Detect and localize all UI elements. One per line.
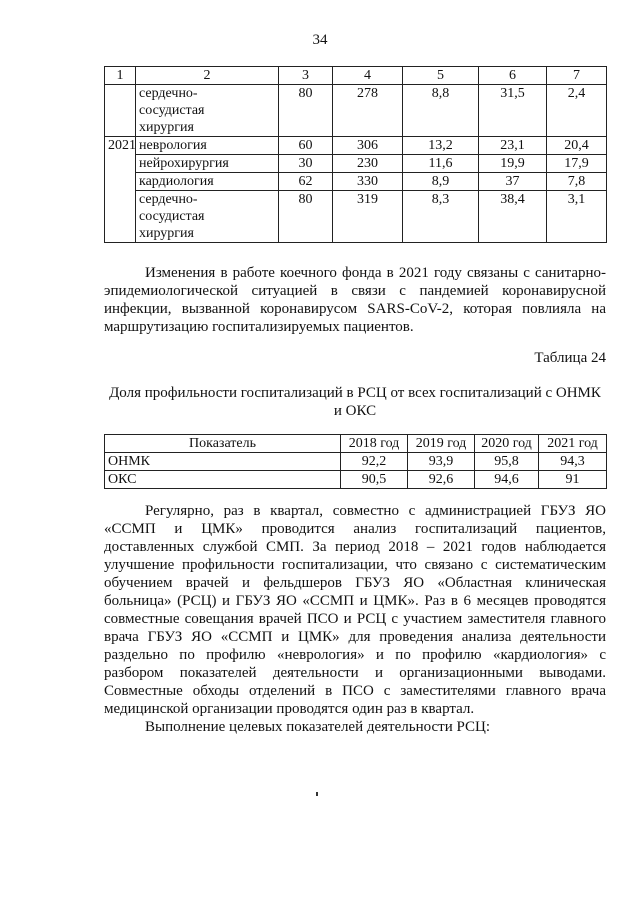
table-row xyxy=(105,453,607,471)
value-cell: 230 xyxy=(333,155,403,173)
table-header-row xyxy=(105,67,607,85)
indicator-cell: ОКС xyxy=(105,471,341,489)
year-cell: 2021 xyxy=(105,137,136,155)
value-cell: 23,1 xyxy=(479,137,547,155)
value-cell: 93,9 xyxy=(408,453,475,471)
value-cell: 330 xyxy=(333,173,403,191)
paragraph-hospitalization-analysis: Регулярно, раз в квартал, совместно с администрацией ГБУЗ ЯО «ССМП и ЦМК» проводится анализ госпитализаций пациентов, доставленных службой СМП. За период 2018 – 2021 годов наблюдается улучшение профильности госпитализации, что связано с систематическим обучением врачей и фельдшеров ГБУЗ ЯО «Областная клиническая больница» (РСЦ) и ГБУЗ ЯО «ССМП и ЦМК». Раз в 6 месяцев проводятся совместные совещания врачей ПСО и РСЦ с участием заместителя главного врача ГБУЗ ЯО «ССМП и ЦМК» для проведения анализа деятельности раздельно по профилю «неврология» и по профилю «кардиология» с разбором показателей деятельности и организационными выводами. Совместные обходы отделений в ПСО с заместителями главного врача медицинской организации проводятся один раз в квартал. xyxy=(104,503,606,717)
column-header: 2021 год xyxy=(539,435,607,453)
value-cell: 31,5 xyxy=(479,85,547,137)
profile-cell: неврология xyxy=(136,137,279,155)
table-row xyxy=(105,85,607,137)
table-row xyxy=(105,471,607,489)
value-cell: 94,6 xyxy=(475,471,539,489)
column-header: 2019 год xyxy=(408,435,475,453)
value-cell: 30 xyxy=(279,155,333,173)
hospitalization-share-table xyxy=(104,434,607,489)
value-cell: 20,4 xyxy=(547,137,607,155)
column-header: 2 xyxy=(136,67,279,85)
value-cell: 8,8 xyxy=(403,85,479,137)
year-cell xyxy=(105,173,136,191)
table-row xyxy=(105,173,607,191)
value-cell: 11,6 xyxy=(403,155,479,173)
table-title: Доля профильности госпитализаций в РСЦ от всех госпитализаций с ОНМК и ОКС xyxy=(109,385,601,419)
column-header: Показатель xyxy=(105,435,341,453)
scan-mark xyxy=(316,792,318,796)
value-cell: 62 xyxy=(279,173,333,191)
value-cell: 38,4 xyxy=(479,191,547,243)
column-header: 2020 год xyxy=(475,435,539,453)
table-row xyxy=(105,155,607,173)
column-header: 6 xyxy=(479,67,547,85)
indicator-cell: ОНМК xyxy=(105,453,341,471)
value-cell: 8,3 xyxy=(403,191,479,243)
value-cell: 306 xyxy=(333,137,403,155)
value-cell: 90,5 xyxy=(341,471,408,489)
value-cell: 80 xyxy=(279,191,333,243)
value-cell: 13,2 xyxy=(403,137,479,155)
year-cell xyxy=(105,191,136,243)
year-cell xyxy=(105,155,136,173)
paragraph-targets: Выполнение целевых показателей деятельности РСЦ: xyxy=(145,719,491,735)
page-number: 34 xyxy=(312,32,328,48)
value-cell: 92,2 xyxy=(341,453,408,471)
table-row xyxy=(105,191,607,243)
column-header: 7 xyxy=(547,67,607,85)
paragraph-bed-fund: Изменения в работе коечного фонда в 2021 году связаны с санитарно-эпидемиологической ситуацией в связи с пандемией коронавирусной инфекции, вызванной коронавирусом SARS-CoV-2, которая повлияла на маршрутизацию госпитализируемых пациентов. xyxy=(104,265,606,335)
value-cell: 2,4 xyxy=(547,85,607,137)
value-cell: 19,9 xyxy=(479,155,547,173)
value-cell: 3,1 xyxy=(547,191,607,243)
value-cell: 94,3 xyxy=(539,453,607,471)
value-cell: 7,8 xyxy=(547,173,607,191)
profile-cell: сердечно- сосудистая хирургия xyxy=(136,85,279,137)
column-header: 1 xyxy=(105,67,136,85)
table-header-row xyxy=(105,435,607,453)
value-cell: 8,9 xyxy=(403,173,479,191)
column-header: 3 xyxy=(279,67,333,85)
year-cell xyxy=(105,85,136,137)
profile-cell: нейрохирургия xyxy=(136,155,279,173)
value-cell: 95,8 xyxy=(475,453,539,471)
value-cell: 37 xyxy=(479,173,547,191)
value-cell: 91 xyxy=(539,471,607,489)
value-cell: 80 xyxy=(279,85,333,137)
column-header: 2018 год xyxy=(341,435,408,453)
value-cell: 319 xyxy=(333,191,403,243)
value-cell: 278 xyxy=(333,85,403,137)
value-cell: 60 xyxy=(279,137,333,155)
table-row xyxy=(105,137,607,155)
column-header: 4 xyxy=(333,67,403,85)
table-label: Таблица 24 xyxy=(534,350,606,366)
profile-cell: сердечно- сосудистая хирургия xyxy=(136,191,279,243)
column-header: 5 xyxy=(403,67,479,85)
profile-table xyxy=(104,66,607,243)
value-cell: 92,6 xyxy=(408,471,475,489)
profile-cell: кардиология xyxy=(136,173,279,191)
value-cell: 17,9 xyxy=(547,155,607,173)
